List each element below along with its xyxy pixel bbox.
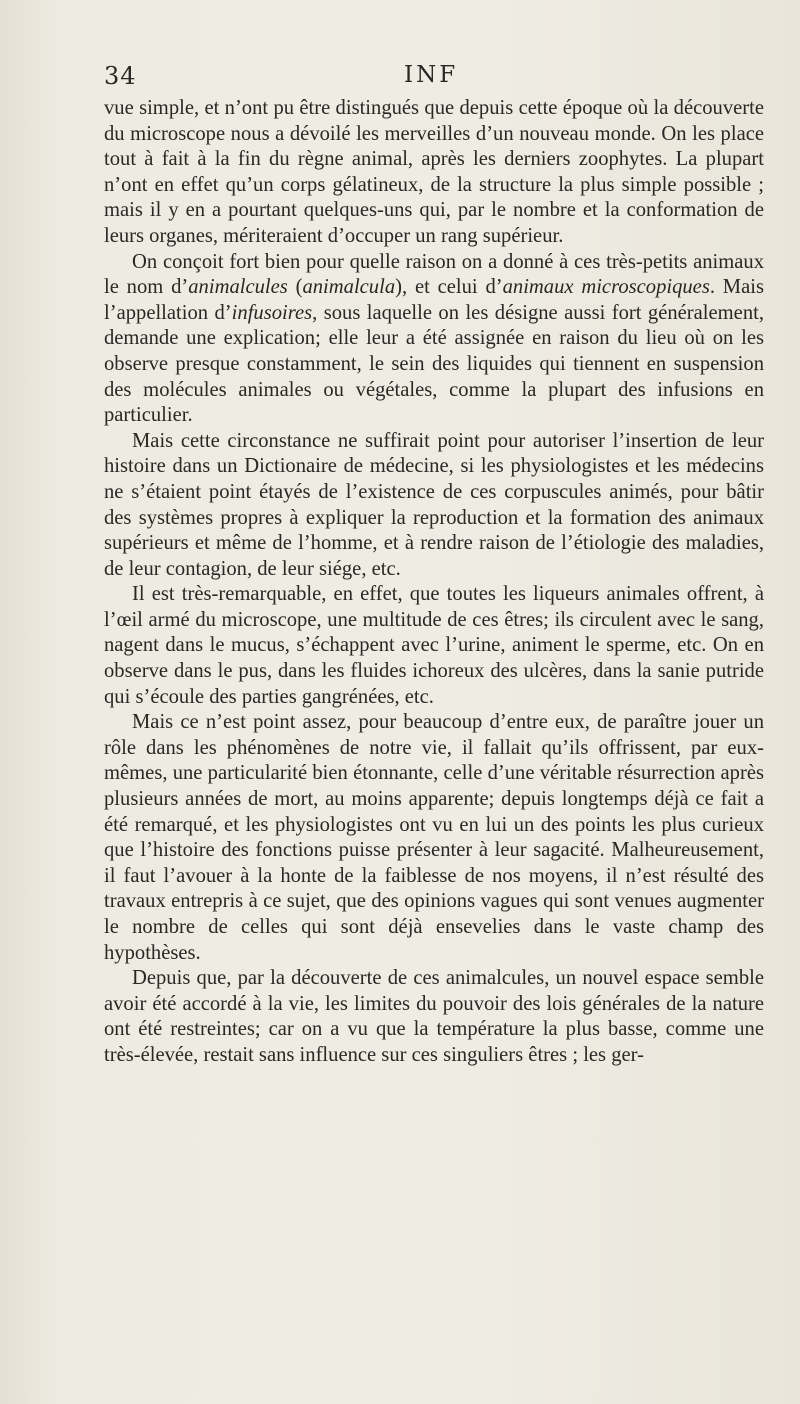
body-text xyxy=(104,96,764,1069)
text-span: ( xyxy=(287,276,303,299)
italic-term: animalcules xyxy=(188,276,288,299)
paragraph-2 xyxy=(104,250,764,429)
italic-term: animaux microscopiques xyxy=(502,276,710,299)
running-head: INF xyxy=(404,62,459,88)
paragraph-1: vue simple, et n’ont pu être distingués que depuis cette époque où la découverte du microscope nous a dévoilé les merveilles d’un nouveau monde. On les place tout à fait à la fin du règne animal, après les derniers zoophytes. La plupart n’ont en effet qu’un corps gélatineux, de la structure la plus simple possible ; mais il y en a pourtant quelques-uns qui, par le nombre et la conformation de leurs organes, mériteraient d’occuper un rang supérieur. xyxy=(104,97,764,247)
paragraph-6: Depuis que, par la découverte de ces animalcules, un nouvel espace semble avoir été accordé à la vie, les limites du pouvoir des lois générales de la nature ont été restreintes; car on a vu que la température la plus basse, comme une très-élevée, restait sans influence sur ces singuliers êtres ; les ger- xyxy=(104,967,764,1066)
text-span: ), et celui d’ xyxy=(395,276,503,299)
text-span: , sous laquelle on les désigne aussi fort généralement, demande une explication; elle leur a été assignée en raison du lieu où on les observe presque constamment, le sein des liquides qui tiennent en suspension des molécules animales ou végétales, comme la plupart des infusions en particulier. xyxy=(104,301,764,427)
text-span: . Mais l’appellation d’ xyxy=(104,276,764,324)
page-number: 34 xyxy=(104,62,137,90)
paragraph-5: Mais ce n’est point assez, pour beaucoup d’entre eux, de paraître jouer un rôle dans les phénomènes de notre vie, il fallait qu’ils offrissent, par eux-mêmes, une particularité bien étonnante, celle d’une véritable résurrection après plusieurs années de mort, au moins apparente; depuis longtemps déjà ce fait a été remarqué, et les physiologistes ont vu en lui un des points les plus curieux que l’histoire des fonctions puisse présenter à leur sagacité. Malheureusement, il faut l’avouer à la honte de la faiblesse de nos moyens, il n’est résulté des travaux entrepris à ce sujet, que des opinions vagues qui sont venues augmenter le nombre de celles qui sont déjà ensevelies dans le vaste champ des hypothèses. xyxy=(104,711,764,964)
paragraph-4: Il est très-remarquable, en effet, que toutes les liqueurs animales offrent, à l’œil armé du microscope, une multitude de ces êtres; ils circulent avec le sang, nagent dans le mucus, s’échappent avec l’urine, animent le sperme, etc. On en observe dans le pus, dans les fluides ichoreux des ulcères, dans la sanie putride qui s’écoule des parties gangrénées, etc. xyxy=(104,583,764,708)
page-header xyxy=(104,62,764,94)
paragraph-3: Mais cette circonstance ne suffirait point pour autoriser l’insertion de leur histoire dans un Dictionaire de médecine, si les physiologistes et les médecins ne s’étaient point étayés de l’existence de ces corpuscules animés, pour bâtir des systèmes propres à expliquer la reproduction et la formation des animaux supérieurs et même de l’homme, et à rendre raison de l’étiologie des maladies, de leur contagion, de leur siége, etc. xyxy=(104,429,764,580)
italic-term: animalcula xyxy=(302,276,396,299)
italic-term: infusoires xyxy=(231,301,313,324)
text-span: On conçoit fort bien pour quelle raison on a donné à ces très-petits animaux le nom d’ xyxy=(104,250,764,299)
